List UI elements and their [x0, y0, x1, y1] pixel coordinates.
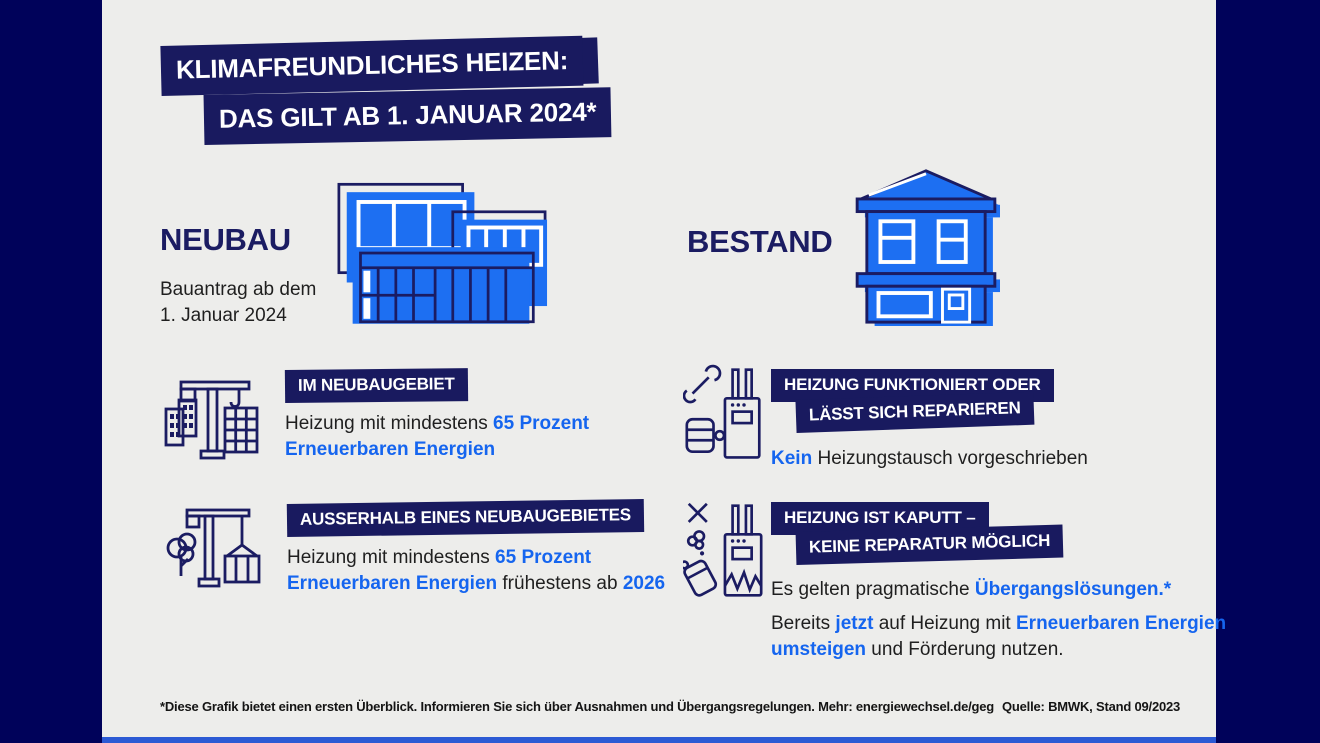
neubau-subheading-line1: Bauantrag ab dem — [160, 279, 317, 300]
bestand-item2-para1 — [771, 577, 1171, 603]
crane-and-buildings-icon — [163, 366, 263, 466]
neubau-heading: NEUBAU — [160, 222, 291, 257]
bestand-item1-badge-line1: HEIZUNG FUNKTIONIERT ODER — [771, 369, 1054, 402]
bestand-item2-para2-normal1: Bereits — [771, 613, 836, 634]
wrench-boiler-oil-tank-icon — [683, 362, 765, 467]
bestand-item2-badge-line1: HEIZUNG IST KAPUTT – — [771, 502, 989, 535]
house-illustration — [852, 166, 1000, 326]
neubau-item2-line2-normal: frühestens ab — [497, 573, 623, 594]
neubau-item1-line2-blue: Erneuerbaren Energien — [285, 439, 496, 460]
modern-building-icon — [333, 181, 549, 329]
bestand-item2-para2-normal3: und Förderung nutzen. — [866, 639, 1064, 660]
neubau-item2-line1 — [287, 545, 665, 571]
footer-note: *Diese Grafik bietet einen ersten Überblick. Informieren Sie sich über Ausnahmen und Übergangsregelungen. Mehr: energiewechsel.de/geg — [160, 699, 995, 714]
neubau-item1-line2 — [285, 437, 589, 463]
title-line1-badge — [160, 36, 583, 96]
left-navy-bar — [0, 0, 102, 743]
bestand-item2-para2-blue2: Erneuerbaren Energien — [1016, 613, 1227, 634]
neubau-item1-text — [285, 411, 589, 463]
bestand-item2-badge-line2: KEINE REPARATUR MÖGLICH — [796, 525, 1064, 565]
neubau-subheading — [160, 277, 316, 329]
title-line2-badge — [204, 87, 612, 145]
bestand-heading: BESTAND — [687, 224, 833, 259]
bestand-item2-para2-line1 — [771, 611, 1226, 637]
right-navy-bar — [1216, 0, 1320, 743]
crane-tree-container-icon — [163, 498, 263, 598]
bestand-item2-para2-blue3: umsteigen — [771, 639, 867, 660]
modern-building-illustration — [333, 181, 549, 329]
broken-boiler-x-canister-icon — [683, 496, 765, 606]
bestand-item2-para2-normal2: auf Heizung mit — [873, 613, 1016, 634]
bestand-item2-para1-blue: Übergangslösungen.* — [974, 579, 1172, 600]
neubau-subheading-line2: 1. Januar 2024 — [160, 305, 287, 326]
neubau-item1-badge: IM NEUBAUGEBIET — [285, 368, 468, 403]
title-line1: KLIMAFREUNDLICHES HEIZEN: — [175, 45, 569, 85]
neubau-item2-badge: AUSSERHALB EINES NEUBAUGEBIETES — [287, 499, 644, 537]
neubau-item2-line2-blue2: 2026 — [622, 573, 666, 594]
bestand-item1-text-blue: Kein — [771, 448, 813, 469]
neubau-item2-line1-blue: 65 Prozent — [495, 547, 592, 568]
bestand-item2-para2-blue1: jetzt — [835, 613, 874, 634]
bestand-item2-para2 — [771, 611, 1226, 663]
neubau-item2-line2-blue: Erneuerbaren Energien — [287, 573, 498, 594]
bottom-blue-strip — [102, 737, 1216, 743]
title-line2: DAS GILT AB 1. JANUAR 2024* — [218, 96, 597, 134]
bestand-item1-text — [771, 446, 1088, 472]
neubau-item1-line1-normal: Heizung mit mindestens — [285, 413, 494, 434]
neubau-item2-line1-normal: Heizung mit mindestens — [287, 547, 496, 568]
footer-source: Quelle: BMWK, Stand 09/2023 — [1002, 699, 1181, 714]
bestand-item2-para1-normal: Es gelten pragmatische — [771, 579, 975, 600]
bestand-item2-para2-line2 — [771, 637, 1226, 663]
neubau-item1-line1 — [285, 411, 589, 437]
neubau-item2-text — [287, 545, 665, 597]
bestand-item1-badge-line2: LÄSST SICH REPARIEREN — [795, 392, 1034, 433]
neubau-item1-line1-blue: 65 Prozent — [493, 413, 590, 434]
bestand-item1-text-normal: Heizungstausch vorgeschrieben — [812, 448, 1088, 469]
neubau-item2-line2 — [287, 571, 665, 597]
